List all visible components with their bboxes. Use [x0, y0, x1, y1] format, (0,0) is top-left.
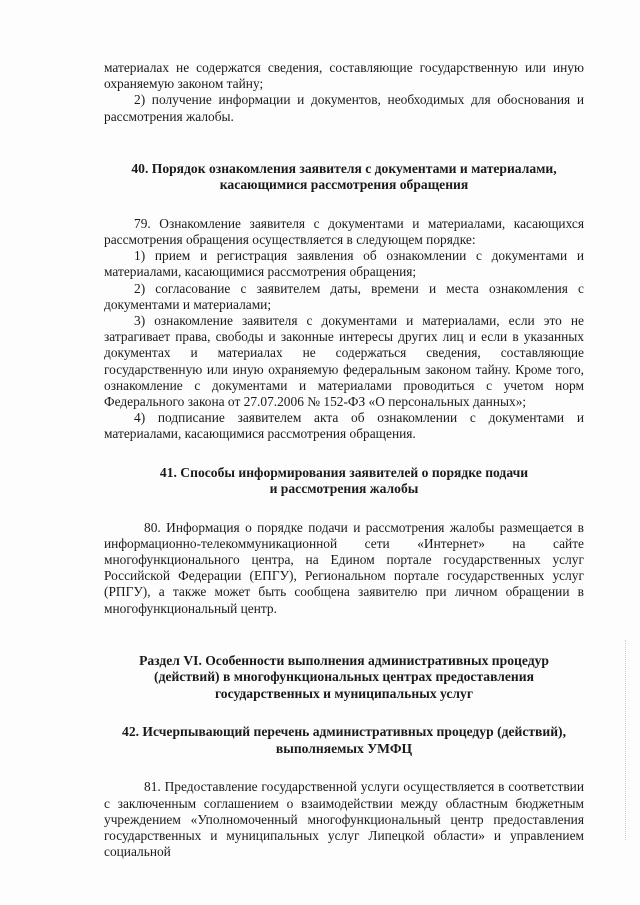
- paragraph-79-item-2: 2) согласование с заявителем даты, времени и места ознакомления с документами и материалами;: [104, 280, 584, 312]
- section-42-heading: [104, 724, 584, 757]
- paragraph-81: 81. Предоставление государственной услуги осуществляется в соответствии с заключенным соглашением о взаимодействии между областным бюджетным учреждением «Уполномоченный многофункциональный центр предоставления государственных и муниципальных услуг Липецкой области» и управлением социальной: [104, 779, 584, 860]
- section-41-heading: [104, 465, 584, 498]
- section-41-heading-line1: 41. Способы информирования заявителей о порядке подачи: [159, 464, 529, 480]
- section-42-heading-line1: 42. Исчерпывающий перечень административных процедур (действий),: [122, 724, 566, 740]
- scan-edge-shadow: [624, 640, 626, 840]
- paragraph-80: 80. Информация о порядке подачи и рассмотрения жалобы размещается в информационно-телекоммуникационной сети «Интернет» на сайте многофункционального центра, на Едином портале государственных услуг Российской Федерации (ЕПГУ), Региональном портале государственных услуг (РПГУ), а также может быть сообщена заявителю при личном обращении в многофункциональный центр.: [104, 519, 584, 616]
- section-6-heading-line1: Раздел VI. Особенности выполнения административных процедур: [139, 652, 549, 668]
- section-41-heading-line2: и рассмотрения жалобы: [269, 481, 419, 497]
- paragraph-79-item-3: 3) ознакомление заявителя с документами и материалами, если это не затрагивает права, свободы и законные интересы других лиц и если в указанных документах и материалах не содержаться сведения, составляющие государственную или иную охраняемую федеральным законом тайну. Кроме того, ознакомление с документами и материалами проводиться с учетом норм Федерального закона от 27.07.2006 № 152-ФЗ «О персональных данных»;: [104, 313, 584, 410]
- paragraph-79-item-4: 4) подписание заявителем акта об ознакомлении с документами и материалами, касающимися рассмотрения обращения.: [104, 410, 584, 442]
- section-40-heading-line2: касающимися рассмотрения обращения: [219, 177, 469, 193]
- section-6-heading-line2: (действий) в многофункциональных центрах предоставления: [154, 669, 534, 685]
- section-6-heading-line3: государственных и муниципальных услуг: [214, 685, 474, 701]
- paragraph-79: 79. Ознакомление заявителя с документами и материалами, касающихся рассмотрения обращения осуществляется в следующем порядке:: [104, 215, 584, 248]
- paragraph-continuation: материалах не содержатся сведения, составляющие государственную или иную охраняемую законом тайну;: [104, 60, 584, 92]
- document-body: [104, 60, 584, 860]
- paragraph-79-item-1: 1) прием и регистрация заявления об ознакомлении с документами и материалами, касающимися рассмотрения обращения;: [104, 248, 584, 280]
- section-40-heading: [104, 161, 584, 194]
- section-6-heading: [104, 653, 584, 703]
- section-40-heading-line1: 40. Порядок ознакомления заявителя с документами и материалами,: [131, 160, 557, 176]
- list-item-2: 2) получение информации и документов, необходимых для обоснования и рассмотрения жалобы.: [104, 92, 584, 124]
- section-42-heading-line2: выполняемых УМФЦ: [275, 740, 413, 756]
